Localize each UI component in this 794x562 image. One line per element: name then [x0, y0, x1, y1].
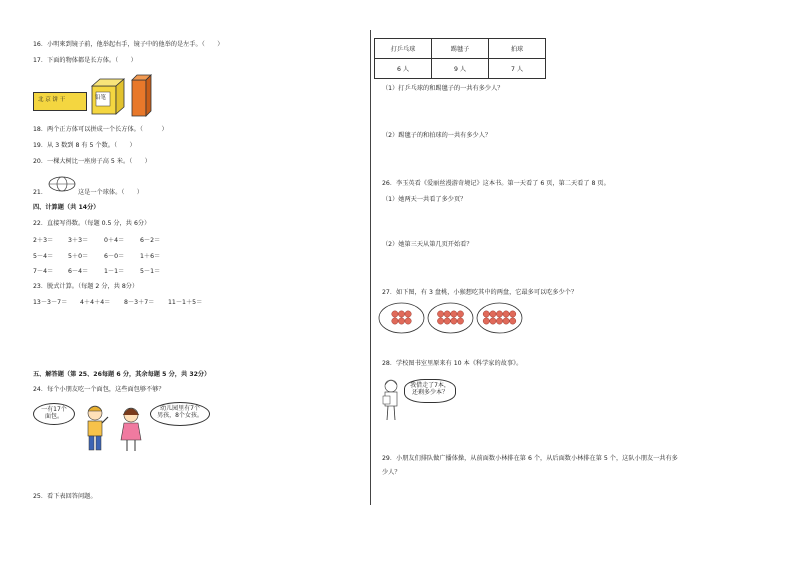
- biscuit-box-label: 北 京 饼 干: [38, 97, 66, 103]
- activity-table: [374, 38, 546, 79]
- peach: [444, 318, 450, 324]
- peach: [437, 311, 443, 317]
- table-header-cell: 打乒乓球: [375, 39, 432, 59]
- section-5-heading: 五、解答题（第 25、26每题 6 分，其余每题 5 分，共 32分）: [33, 371, 211, 378]
- q25-part2-text: （2）踢毽子的和拍球的一共有多少人？: [382, 132, 492, 139]
- q20-text: 20．一棵大树比一座房子高 5 米。（ ）: [33, 158, 151, 165]
- girl-picture: [118, 406, 144, 454]
- q29-text-line2: 少人？: [382, 469, 401, 476]
- q29-text-line1: 29．小朋友们排队做广播体操，从前面数小林排在第 6 个，从后面数小林排在第 5 个，这队小朋友一共有多: [382, 455, 678, 462]
- q25-text: 25．看下表回答问题。: [33, 493, 97, 500]
- table-cell: 9 人: [432, 59, 489, 79]
- q17-text: 17．下面的物体都是长方体。（ ）: [33, 57, 137, 64]
- peach: [451, 311, 457, 317]
- orange-cuboid-picture: [130, 74, 154, 118]
- table-row: [375, 59, 546, 79]
- bubble-q28-line2: 还剩多少本？: [411, 389, 448, 396]
- column-divider: [370, 30, 371, 505]
- peach: [444, 311, 450, 317]
- q21-number: 21．: [33, 189, 48, 196]
- peach: [392, 311, 398, 317]
- peach: [483, 318, 489, 324]
- q26-text: 26．李玉英看《爱丽丝漫游奇境记》这本书。第一天看了 6 页，第二天看了 8 页。: [382, 180, 610, 187]
- peach: [451, 318, 457, 324]
- q26-part2-text: （2）她第三天从第几页开始看？: [382, 241, 473, 248]
- q16-text: 16．小明來到镜子前，他举起右手，镜子中的他举的是左手。（ ）: [33, 41, 224, 48]
- plate: [428, 303, 473, 333]
- peach: [503, 311, 509, 317]
- calc-r0-c3: 6－2＝: [140, 237, 161, 244]
- calc2-0: 13－3－7＝: [33, 299, 68, 306]
- calc-r0-c1: 3＋3＝: [68, 237, 89, 244]
- q18-text: 18．两个正方体可以拼成一个长方体。（ ）: [33, 126, 168, 133]
- peach: [392, 318, 398, 324]
- calc-r2-c3: 5－1＝: [140, 268, 161, 275]
- q19-text: 19．从 3 数到 8 有 5 个数。（ ）: [33, 142, 136, 149]
- q25-part1-text: （1）打乒乓球的和踢毽子的一共有多少人？: [382, 85, 504, 92]
- peach: [405, 311, 411, 317]
- speech-bubble-right: [150, 402, 210, 426]
- section-4-heading: 四、计算题（共 14分）: [33, 204, 100, 211]
- boy-picture: [80, 404, 110, 454]
- q26-part1-text: （1）她两天一共看了多少页？: [382, 196, 467, 203]
- calc2-2: 8－3＋7＝: [124, 299, 155, 306]
- bubble-left-line1: 一有17个: [41, 406, 67, 413]
- table-cell: 6 人: [375, 59, 432, 79]
- biscuit-box-picture: [33, 92, 87, 111]
- speech-bubble-q28: [404, 379, 456, 403]
- calc-r1-c0: 5－4＝: [33, 253, 54, 260]
- peach: [490, 318, 496, 324]
- calc2-1: 4＋4＋4＝: [80, 299, 111, 306]
- peach-plates-picture: [378, 301, 528, 335]
- q24-text: 24．每个小朋友吃一个面包，这些面包够不够？: [33, 386, 165, 393]
- peach: [398, 318, 404, 324]
- calc2-3: 11－1＋5＝: [168, 299, 203, 306]
- peach: [457, 311, 463, 317]
- q23-text: 23．脱式计算。（每题 2 分，共 8分）: [33, 283, 139, 290]
- bubble-right-line2: 男孩，8个女孩。: [157, 412, 203, 419]
- q22-text: 22．直接写得数。（每题 0.5 分，共 6分）: [33, 220, 151, 227]
- calc-r1-c2: 6－0＝: [104, 253, 125, 260]
- peach: [457, 318, 463, 324]
- table-cell: 7 人: [489, 59, 546, 79]
- calc-r2-c2: 1－1＝: [104, 268, 125, 275]
- peach: [437, 318, 443, 324]
- q21-text: 这是一个球体。（ ）: [78, 189, 143, 196]
- peach: [496, 318, 502, 324]
- ball-picture: [48, 176, 76, 192]
- calc-r1-c3: 1＋6＝: [140, 253, 161, 260]
- peach: [510, 318, 516, 324]
- peach: [405, 318, 411, 324]
- calc-r1-c1: 5＋0＝: [68, 253, 89, 260]
- peach: [510, 311, 516, 317]
- speech-bubble-left: [33, 403, 75, 425]
- bubble-q28-line1: 我借走了7本，: [410, 382, 450, 389]
- peach: [483, 311, 489, 317]
- table-header-cell: 拍球: [489, 39, 546, 59]
- q27-text: 27．如下图，有 3 盘桃，小猴想吃其中的两盘，它最多可以吃多少个？: [382, 289, 578, 296]
- bubble-right-line1: 幼儿园里有7个: [160, 405, 200, 412]
- q28-text: 28．学校图书室里原来有 10 本《科学家的故事》。: [382, 360, 523, 367]
- child-reading-picture: [380, 378, 402, 422]
- peach: [490, 311, 496, 317]
- peach: [398, 311, 404, 317]
- bubble-left-line2: 面包。: [44, 413, 63, 420]
- peach: [503, 318, 509, 324]
- calc-r2-c0: 7－4＝: [33, 268, 54, 275]
- pencil-box-label: 铅笔: [95, 95, 107, 101]
- calc-r0-c0: 2＋3＝: [33, 237, 54, 244]
- table-header-row: [375, 39, 546, 59]
- calc-r2-c1: 6－4＝: [68, 268, 89, 275]
- table-header-cell: 踢毽子: [432, 39, 489, 59]
- calc-r0-c2: 0＋4＝: [104, 237, 125, 244]
- peach: [496, 311, 502, 317]
